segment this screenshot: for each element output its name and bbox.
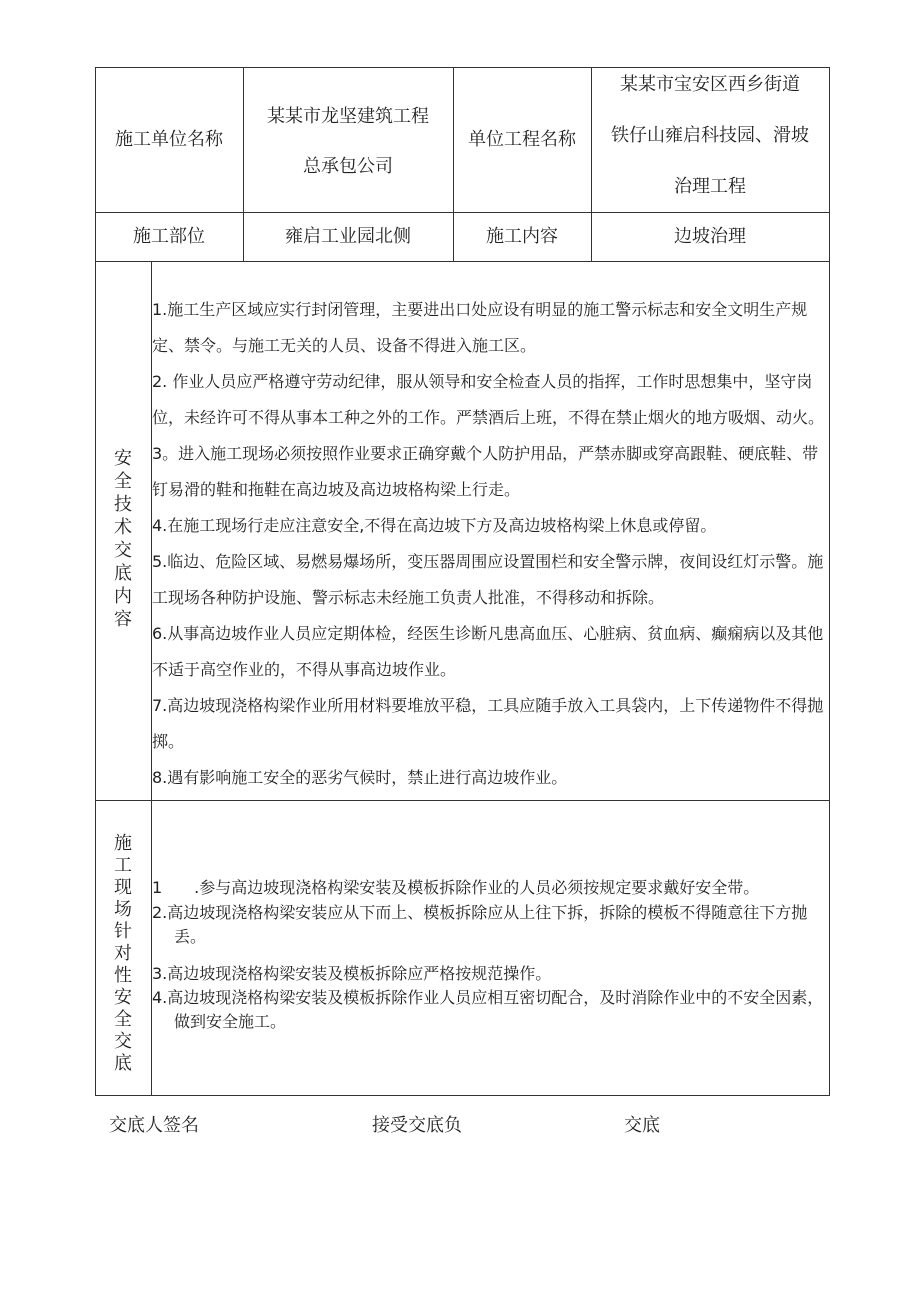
project-name-value-line: 某某市宝安区西乡街道	[620, 74, 800, 95]
label-char: 底	[114, 563, 132, 584]
tech-disclosure-section-label	[95, 447, 151, 631]
label-char: 技	[114, 494, 132, 515]
label-char: 性	[114, 965, 132, 986]
site-disclosure-section-label	[95, 833, 151, 1075]
construction-content-value-cell	[591, 212, 829, 262]
unit-name-value-line: 某某市龙坚建筑工程	[267, 106, 429, 127]
disclosure-date-label: 交底	[624, 1115, 660, 1136]
site-item: 1 .参与高边坡现浇格构梁安装及模板拆除作业的人员必须按规定要求戴好安全带。	[152, 878, 760, 897]
project-name-value-line: 铁仔山雍启科技园、滑坡	[611, 125, 809, 146]
construction-content-value: 边坡治理	[674, 226, 746, 247]
label-char: 全	[114, 471, 132, 492]
label-char: 针	[114, 921, 132, 942]
label-char: 交	[114, 540, 132, 561]
label-char: 内	[114, 586, 132, 607]
unit-name-label: 施工单位名称	[115, 129, 223, 150]
table-border-bottom	[95, 1095, 830, 1096]
site-item: 4.高边坡现浇格构梁安装及模板拆除作业人员应相互密切配合，及时消除作业中的不安全因素，做到安全施工。	[152, 988, 824, 1031]
project-name-label-cell	[453, 67, 591, 213]
label-char: 对	[114, 943, 132, 964]
project-name-value-cell	[591, 59, 829, 213]
label-char: 现	[114, 877, 132, 898]
tech-disclosure-content	[152, 292, 828, 796]
label-char: 安	[114, 448, 132, 469]
site-item: 2.高边坡现浇格构梁安装应从下而上、模板拆除应从上往下拆，拆除的模板不得随意往下方抛丢。	[152, 903, 808, 946]
label-char: 施	[114, 833, 132, 854]
label-char: 术	[114, 517, 132, 538]
tech-item: 3。进入施工现场必须按照作业要求正确穿戴个人防护用品，严禁赤脚或穿高跟鞋、硬底鞋、带钉易滑的鞋和拖鞋在高边坡及高边坡格构梁上行走。	[152, 444, 819, 499]
row-divider-3	[95, 800, 830, 801]
label-char: 底	[114, 1053, 132, 1074]
construction-part-value-cell	[243, 212, 453, 262]
receiver-label: 接受交底负	[372, 1115, 462, 1136]
table-border-right	[829, 67, 830, 1096]
tech-item: 6.从事高边坡作业人员应定期体检，经医生诊断凡患高血压、心脏病、贫血病、癫痫病以及其他不适于高空作业的，不得从事高边坡作业。	[152, 624, 824, 679]
label-char: 全	[114, 1009, 132, 1030]
construction-content-label-cell	[453, 212, 591, 262]
construction-part-label: 施工部位	[133, 226, 205, 247]
label-char: 场	[114, 899, 132, 920]
tech-item: 7.高边坡现浇格构梁作业所用材料要堆放平稳，工具应随手放入工具袋内，上下传递物件不得抛掷。	[152, 696, 824, 751]
tech-item: 4.在施工现场行走应注意安全,不得在高边坡下方及高边坡格构梁上休息或停留。	[152, 516, 717, 535]
tech-item: 1.施工生产区域应实行封闭管理，主要进出口处应设有明显的施工警示标志和安全文明生产规定、禁令。与施工无关的人员、设备不得进入施工区。	[152, 300, 808, 355]
tech-item: 5.临边、危险区域、易燃易爆场所，变压器周围应设置围栏和安全警示牌，夜间设红灯示警。施工现场各种防护设施、警示标志未经施工负责人批准，不得移动和拆除。	[152, 552, 824, 607]
construction-content-label: 施工内容	[486, 226, 558, 247]
project-name-label: 单位工程名称	[468, 129, 576, 150]
signer-label: 交底人签名	[109, 1115, 199, 1136]
site-item: 3.高边坡现浇格构梁安装及模板拆除应严格按规范操作。	[152, 964, 552, 983]
site-disclosure-content	[152, 876, 828, 1047]
unit-name-value-line: 总承包公司	[303, 156, 393, 177]
construction-part-value: 雍启工业园北侧	[285, 226, 411, 247]
tech-item: 2. 作业人员应严格遵守劳动纪律，服从领导和安全检查人员的指挥，工作时思想集中，坚守岗位，未经许可不得从事本工种之外的工作。严禁酒后上班，不得在禁止烟火的地方吸烟、动火。	[152, 372, 825, 427]
label-char: 安	[114, 987, 132, 1008]
tech-item: 8.遇有影响施工安全的恶劣气候时，禁止进行高边坡作业。	[152, 768, 568, 787]
unit-name-label-cell	[95, 67, 243, 213]
project-name-value-line: 治理工程	[674, 176, 746, 197]
label-char: 容	[114, 609, 132, 630]
label-char: 工	[114, 855, 132, 876]
unit-name-value-cell	[243, 67, 453, 213]
label-char: 交	[114, 1031, 132, 1052]
construction-part-label-cell	[95, 212, 243, 262]
